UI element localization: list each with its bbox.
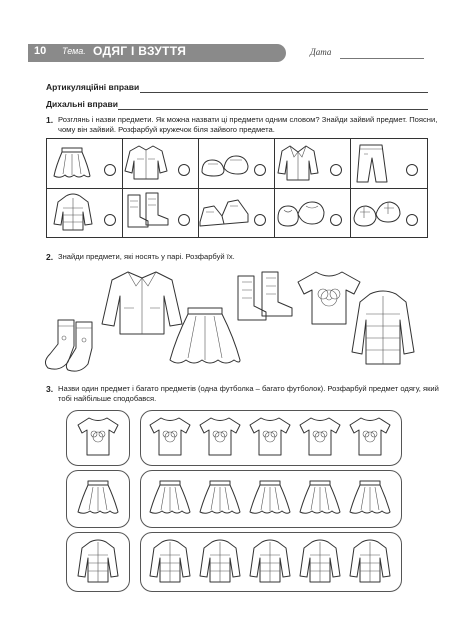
task1-circle-denim-jacket[interactable] [178, 164, 190, 176]
task1-circle-sandals[interactable] [406, 214, 418, 226]
puffer-jacket-icon [148, 538, 192, 586]
task3-line1: Назви один предмет і багато предметів (одна футболка – багато футболок). Розфарбуй предмет одягу, який [58, 384, 439, 393]
skirt-icon [148, 478, 192, 518]
winter-jacket-icon [350, 290, 416, 368]
tshirt-icon [248, 415, 292, 459]
task1-circle-puffer-jacket[interactable] [104, 214, 116, 226]
skirt-icon [298, 478, 342, 518]
skirt-icon [52, 144, 92, 182]
coat-icon [276, 143, 320, 183]
tshirt-icon [348, 415, 392, 459]
task2-instructions: Знайди предмети, які носять у парі. Розфарбуй їх. [58, 252, 235, 261]
topic-label: Тема. [62, 46, 86, 56]
sandals-icon [352, 196, 402, 230]
task1-circle-trousers[interactable] [406, 164, 418, 176]
skirt-icon [248, 478, 292, 518]
tshirt-icon [148, 415, 192, 459]
boots-icon [124, 191, 170, 233]
skirt-icon [198, 478, 242, 518]
puffer-jacket-icon [298, 538, 342, 586]
task3-instructions [58, 384, 439, 404]
sneakers-icon [198, 196, 250, 230]
task3-number: 3. [46, 384, 54, 394]
task2-number: 2. [46, 252, 54, 262]
puffer-jacket-icon [76, 538, 120, 586]
page-number: 10 [34, 45, 47, 57]
task1-number: 1. [46, 115, 54, 125]
task1-instructions [58, 115, 437, 135]
task1-line1: Розглянь і назви предмети. Як можна назвати ці предмети одним словом? Знайди зайвий предмет. Поясни, [58, 115, 438, 124]
topic-title: ОДЯГ І ВЗУТТЯ [93, 44, 187, 58]
date-field[interactable] [340, 58, 424, 59]
tshirt-icon [76, 415, 120, 459]
trousers-icon [354, 142, 390, 184]
puffer-jacket-icon [52, 192, 94, 234]
breathing-line[interactable] [118, 109, 428, 110]
articulation-label: Артикуляційні вправи [46, 82, 140, 92]
skirt-icon [348, 478, 392, 518]
breathing-label: Дихальні вправи [46, 99, 118, 109]
task1-circle-coat[interactable] [330, 164, 342, 176]
skirt-icon [76, 478, 120, 518]
task1-circle-baby-shoes[interactable] [330, 214, 342, 226]
denim-jacket-icon [124, 143, 168, 183]
puffer-jacket-icon [248, 538, 292, 586]
baby-shoes-icon [276, 198, 326, 230]
puffer-jacket-icon [198, 538, 242, 586]
task1-circle-baby-sandals[interactable] [254, 164, 266, 176]
task1-circle-boots[interactable] [178, 214, 190, 226]
flared-skirt-icon [168, 304, 242, 370]
baby-sandals-icon [200, 150, 250, 180]
pair-boots-icon [234, 270, 296, 330]
articulation-line[interactable] [140, 92, 428, 93]
tshirt-icon [198, 415, 242, 459]
task1-circle-skirt[interactable] [104, 164, 116, 176]
task1-line2: чому він зайвий. Розфарбуй кружечок біля зайвого предмета. [58, 125, 275, 134]
tshirt-icon [298, 415, 342, 459]
task1-circle-sneakers[interactable] [254, 214, 266, 226]
task3-line2: тобі найбільше сподобався. [58, 394, 157, 403]
date-label: Дата [310, 47, 332, 57]
puffer-jacket-icon [348, 538, 392, 586]
